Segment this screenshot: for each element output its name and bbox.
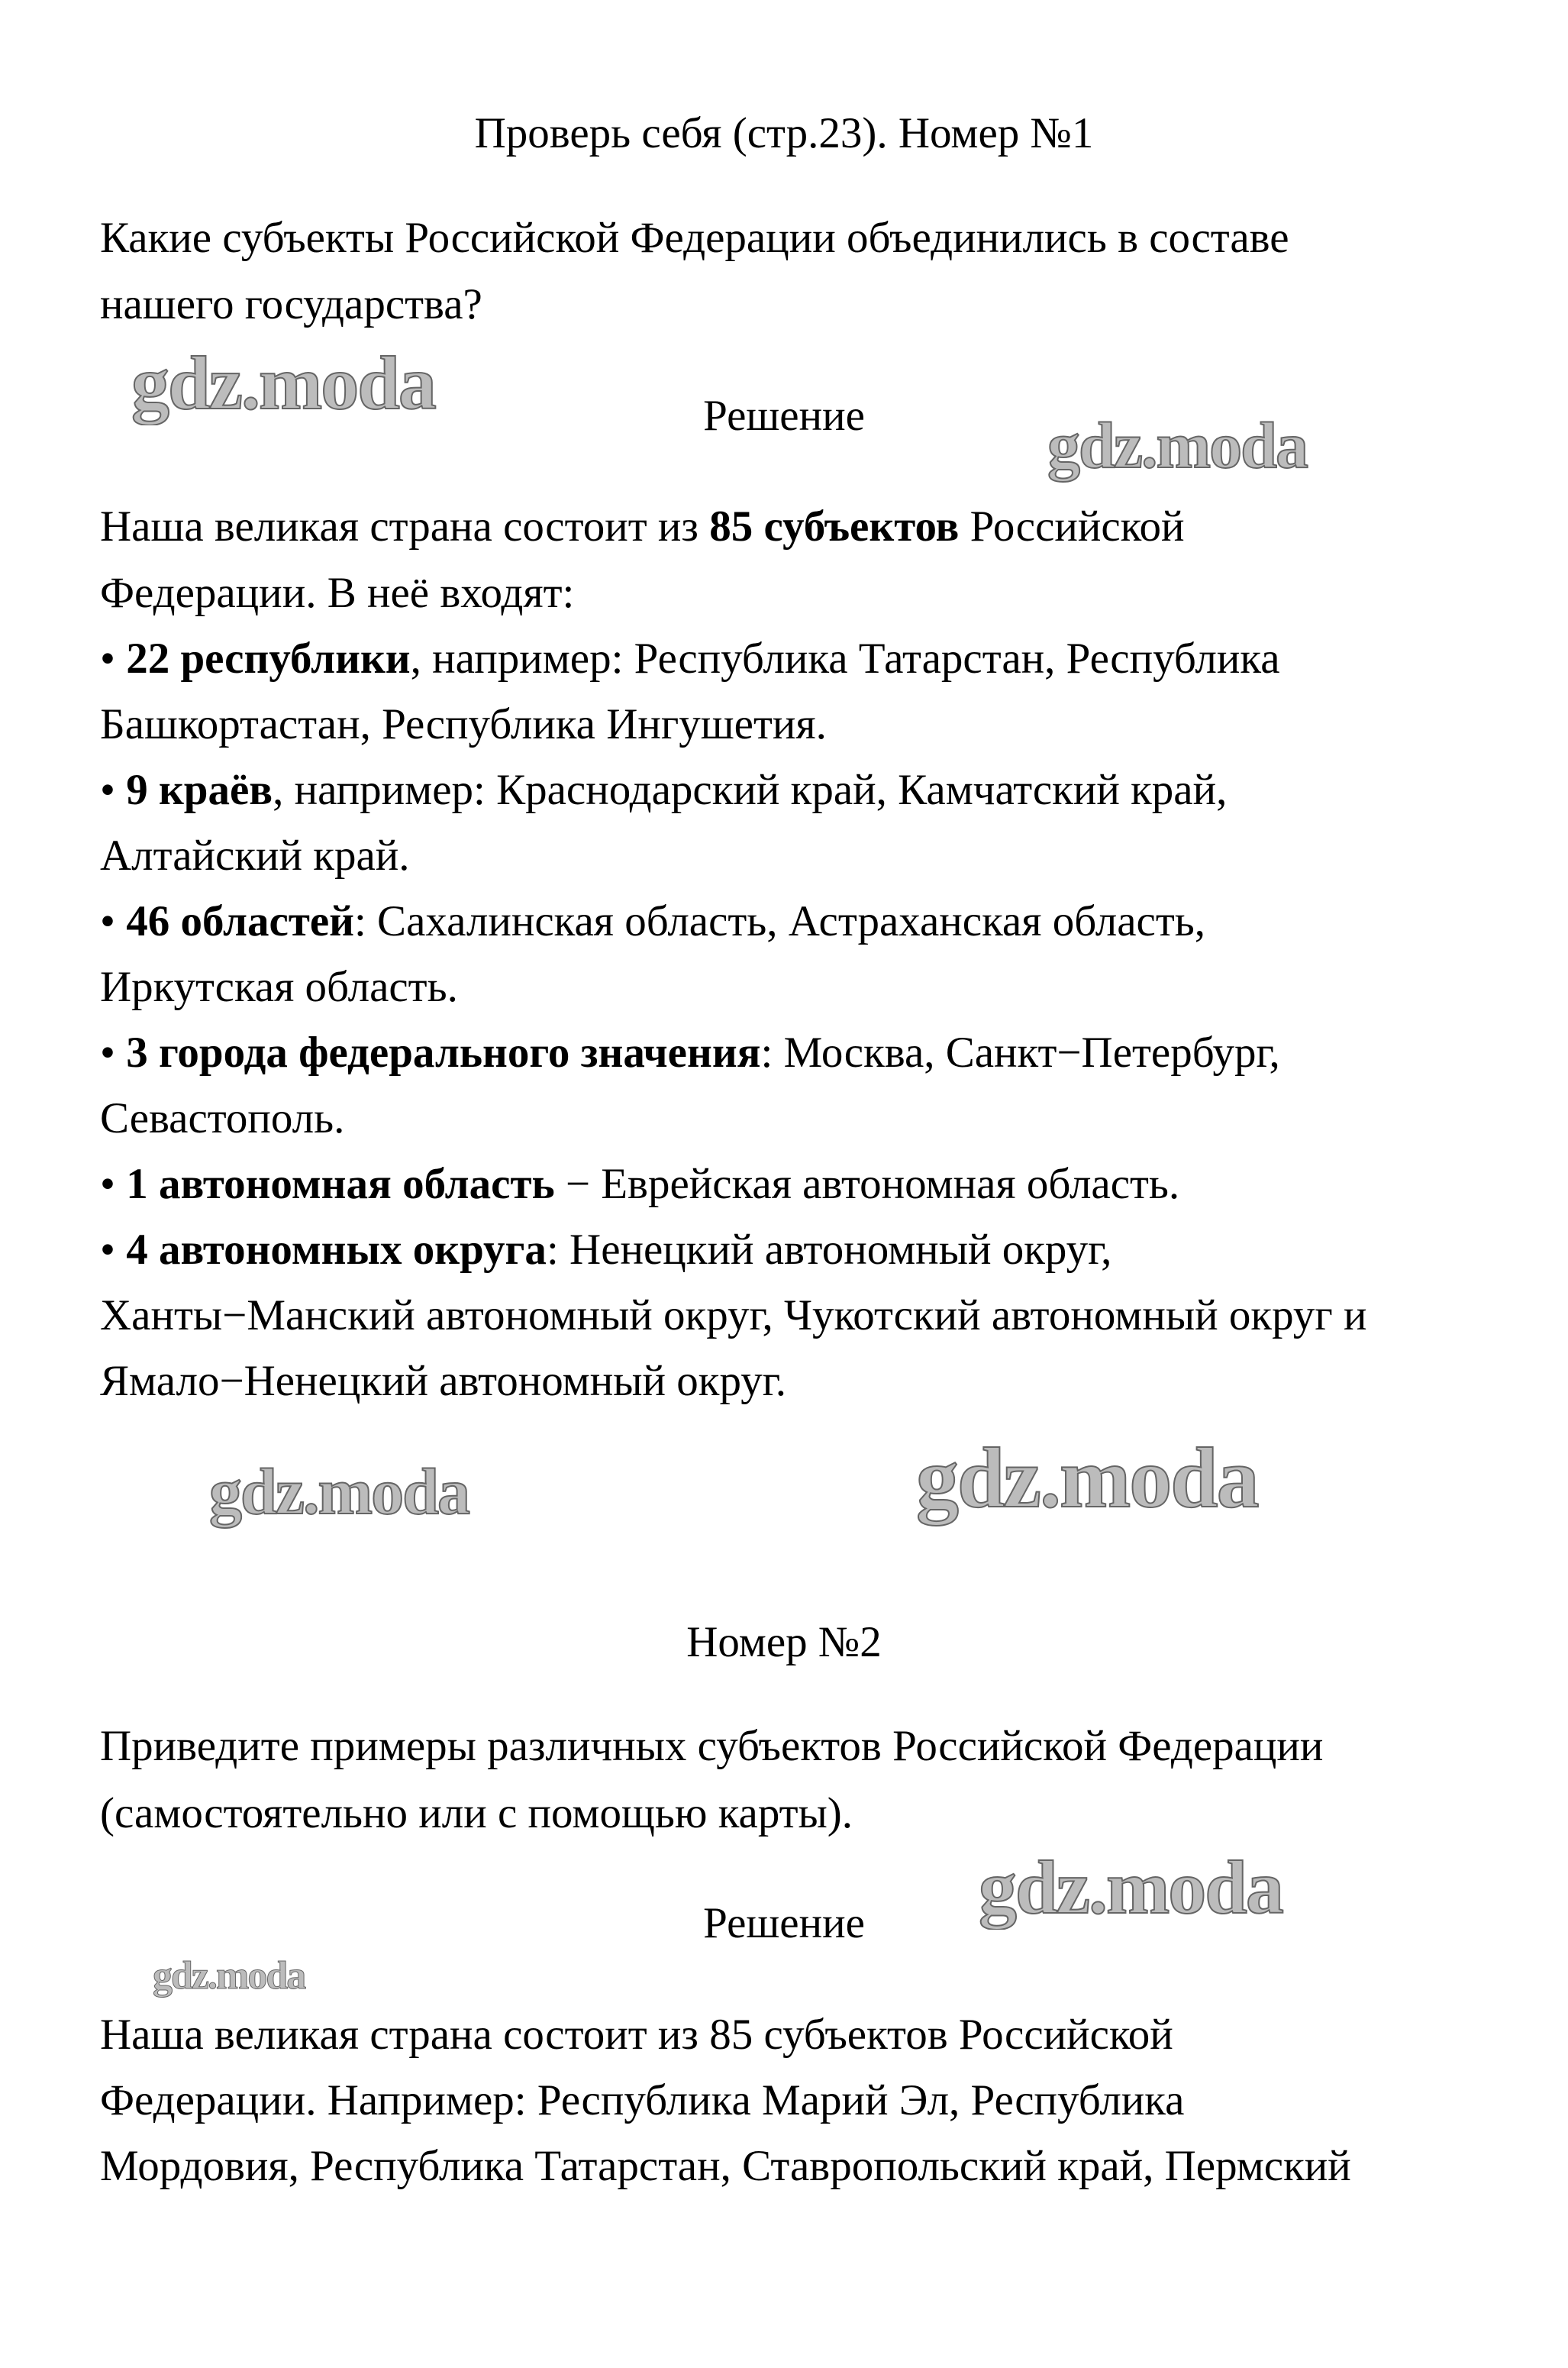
list-item-cont: Севастополь. bbox=[100, 1094, 345, 1142]
task2-answer: Мордовия, Республика Татарстан, Ставропольский край, Пермский bbox=[100, 2142, 1351, 2190]
watermark: gdz.moda bbox=[916, 1431, 1258, 1526]
list-item: • 46 областей: Сахалинская область, Астраханская область, bbox=[100, 897, 1205, 945]
task2-question: Приведите примеры различных субъектов Российской Федерации bbox=[100, 1722, 1324, 1770]
list-item-cont: Башкортастан, Республика Ингушетия. bbox=[100, 700, 827, 748]
watermark: gdz.moda bbox=[979, 1845, 1282, 1930]
task2-answer: Федерации. Например: Республика Марий Эл, Республика bbox=[100, 2076, 1185, 2124]
task2-solution-label: Решение bbox=[703, 1899, 865, 1947]
task1-title: Проверь себя (стр.23). Номер №1 bbox=[474, 109, 1094, 157]
task2-title: Номер №2 bbox=[686, 1618, 882, 1666]
task2-answer: Наша великая страна состоит из 85 субъектов Российской bbox=[100, 2011, 1173, 2059]
list-item-cont: Иркутская область. bbox=[100, 963, 458, 1011]
task1-question: нашего государства? bbox=[100, 280, 482, 328]
list-item: • 1 автономная область − Еврейская автономная область. bbox=[100, 1160, 1180, 1208]
watermark: gdz.moda bbox=[131, 341, 435, 425]
watermark: gdz.moda bbox=[209, 1455, 469, 1528]
task1-question: Какие субъекты Российской Федерации объединились в составе bbox=[100, 214, 1289, 262]
list-item-cont: Алтайский край. bbox=[100, 832, 410, 880]
task1-answer-intro: Федерации. В неё входят: bbox=[100, 569, 575, 617]
list-item: • 22 республики, например: Республика Татарстан, Республика bbox=[100, 635, 1280, 683]
list-item-cont: Ханты−Манский автономный округ, Чукотский автономный округ и bbox=[100, 1291, 1367, 1339]
task2-question: (самостоятельно или с помощью карты). bbox=[100, 1789, 853, 1837]
watermark: gdz.moda bbox=[153, 1954, 305, 1998]
list-item: • 4 автономных округа: Ненецкий автономный округ, bbox=[100, 1226, 1112, 1274]
list-item: • 3 города федерального значения: Москва, Санкт−Петербург, bbox=[100, 1029, 1280, 1077]
task1-solution-label: Решение bbox=[703, 392, 865, 440]
watermark: gdz.moda bbox=[1047, 409, 1307, 482]
list-item: • 9 краёв, например: Краснодарский край, Камчатский край, bbox=[100, 766, 1228, 814]
task1-answer-intro: Наша великая страна состоит из 85 субъектов Российской bbox=[100, 502, 1185, 551]
list-item-cont: Ямало−Ненецкий автономный округ. bbox=[100, 1357, 786, 1405]
